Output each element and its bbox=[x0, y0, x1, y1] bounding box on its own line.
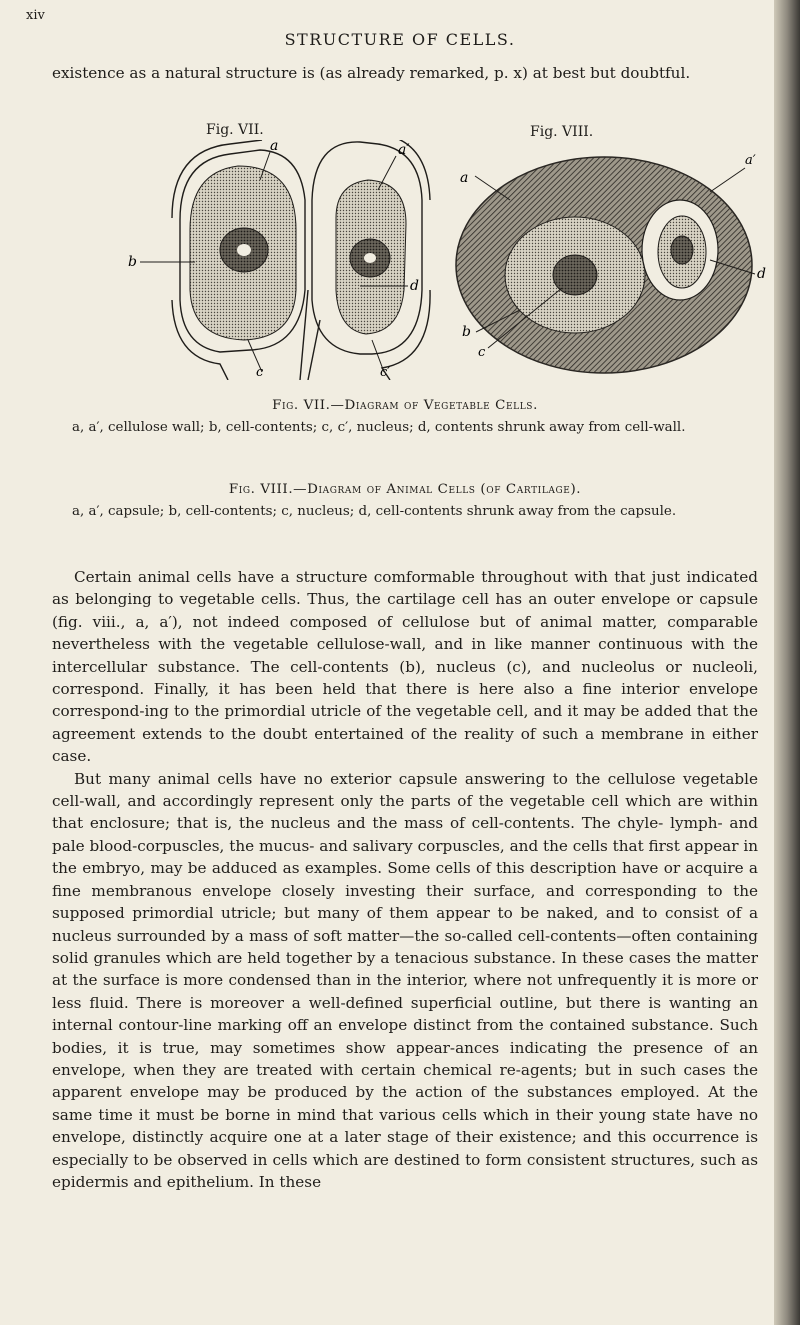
fig7-nucleolus-left bbox=[237, 244, 251, 256]
caption-fig8 bbox=[52, 480, 758, 522]
body-text bbox=[52, 566, 758, 1193]
fig7-vegetable-cells-diagram bbox=[0, 140, 800, 380]
fig7-letter-d: d bbox=[410, 278, 419, 294]
fig8-letter-c: c bbox=[478, 345, 486, 360]
fig8-nucleus-left bbox=[553, 255, 597, 295]
caption-fig7-text: a, a′, cellulose wall; b, cell-contents; c, c′, nucleus; d, contents shrunk away from cell-wall. bbox=[72, 420, 686, 435]
fig7-letter-c-prime: c′ bbox=[380, 365, 391, 380]
fig8-leader-a-prime bbox=[710, 168, 745, 192]
opening-text-block bbox=[52, 62, 758, 84]
paragraph-1: Certain animal cells have a structure comformable throughout with that just indicated as belonging to vegetable cells. Thus, the cartilage cell has an outer envelope or capsule (fig. viii., a, a′), not indeed composed of cellulose but of animal matter, comparable nevertheless with the vegetable cellulose-wall, and in like manner continuous with the intercellular substance. The cell-contents (b), nucleus (c), and nucleolus or nucleoli, correspond. Finally, it has been held that there is here also a fine interior envelope correspond-ing to the primordial utricle of the vegetable cell, and it may be added that the agreement extends to the doubt entertained of the reality of such a membrane in either case. bbox=[52, 568, 758, 766]
caption-fig7-title: Fig. VII.—Diagram of Vegetable Cells. bbox=[272, 398, 538, 413]
caption-fig7 bbox=[52, 396, 758, 438]
caption-fig8-title: Fig. VIII.—Diagram of Animal Cells (of Cartilage). bbox=[228, 482, 582, 497]
fig7-letter-c: c bbox=[256, 365, 264, 380]
fig7-nucleolus-right bbox=[364, 253, 376, 263]
fig7-label: Fig. VII. bbox=[206, 122, 264, 138]
fig7-letter-a-prime: a′ bbox=[398, 142, 410, 158]
caption-fig8-text: a, a′, capsule; b, cell-contents; c, nucleus; d, cell-contents shrunk away from the capsule. bbox=[72, 504, 677, 519]
fig8-letter-d: d bbox=[757, 266, 766, 282]
fig8-letter-b: b bbox=[462, 324, 471, 340]
fig7-letter-b: b bbox=[128, 254, 137, 270]
fig8-label: Fig. VIII. bbox=[530, 124, 594, 140]
fig8-letter-a: a bbox=[460, 170, 469, 186]
page-number: xiv bbox=[26, 8, 45, 23]
fig8-letter-a-prime: a′ bbox=[745, 153, 756, 168]
running-head: STRUCTURE OF CELLS. bbox=[284, 30, 516, 49]
fig8-nucleus-right bbox=[671, 236, 693, 264]
paragraph-2: But many animal cells have no exterior capsule answering to the cellulose vegetable cell-wall, and accordingly represent only the parts of the vegetable cell which are within that enclosure; that is, the nucleus and the mass of cell-contents. The chyle- lymph- and pale blood-corpuscles, the mucus- and salivary corpuscles, and the cells that first appear in the embryo, may be adduced as examples. Some cells of this description have or acquire a fine membranous envelope closely investing their surface, and corresponding to the supposed primordial utricle; but many of them appear to be naked, and to consist of a nucleus surrounded by a mass of soft matter—the so-called cell-contents—often containing solid granules which are held together by a tenacious substance. In these cases the matter at the surface is more condensed than in the interior, where not unfrequently it is more or less fluid. There is moreover a well-defined superficial outline, but there is wanting an internal contour-line marking off an envelope distinct from the contained substance. Such bodies, it is true, may sometimes show appear-ances indicating the presence of an envelope, when they are treated with certain chemical re-agents; but in such cases the apparent envelope may be produced by the action of the substances employed. At the same time it must be borne in mind that various cells which in their young state have no envelope, distinctly acquire one at a later stage of their existence; and this occurrence is especially to be observed in cells which are destined to form consistent structures, such as epidermis and epithelium. In these bbox=[52, 769, 758, 1191]
fig7-letter-a: a bbox=[270, 140, 279, 154]
opening-text: existence as a natural structure is (as already remarked, p. x) at best but doubtful. bbox=[52, 64, 691, 82]
